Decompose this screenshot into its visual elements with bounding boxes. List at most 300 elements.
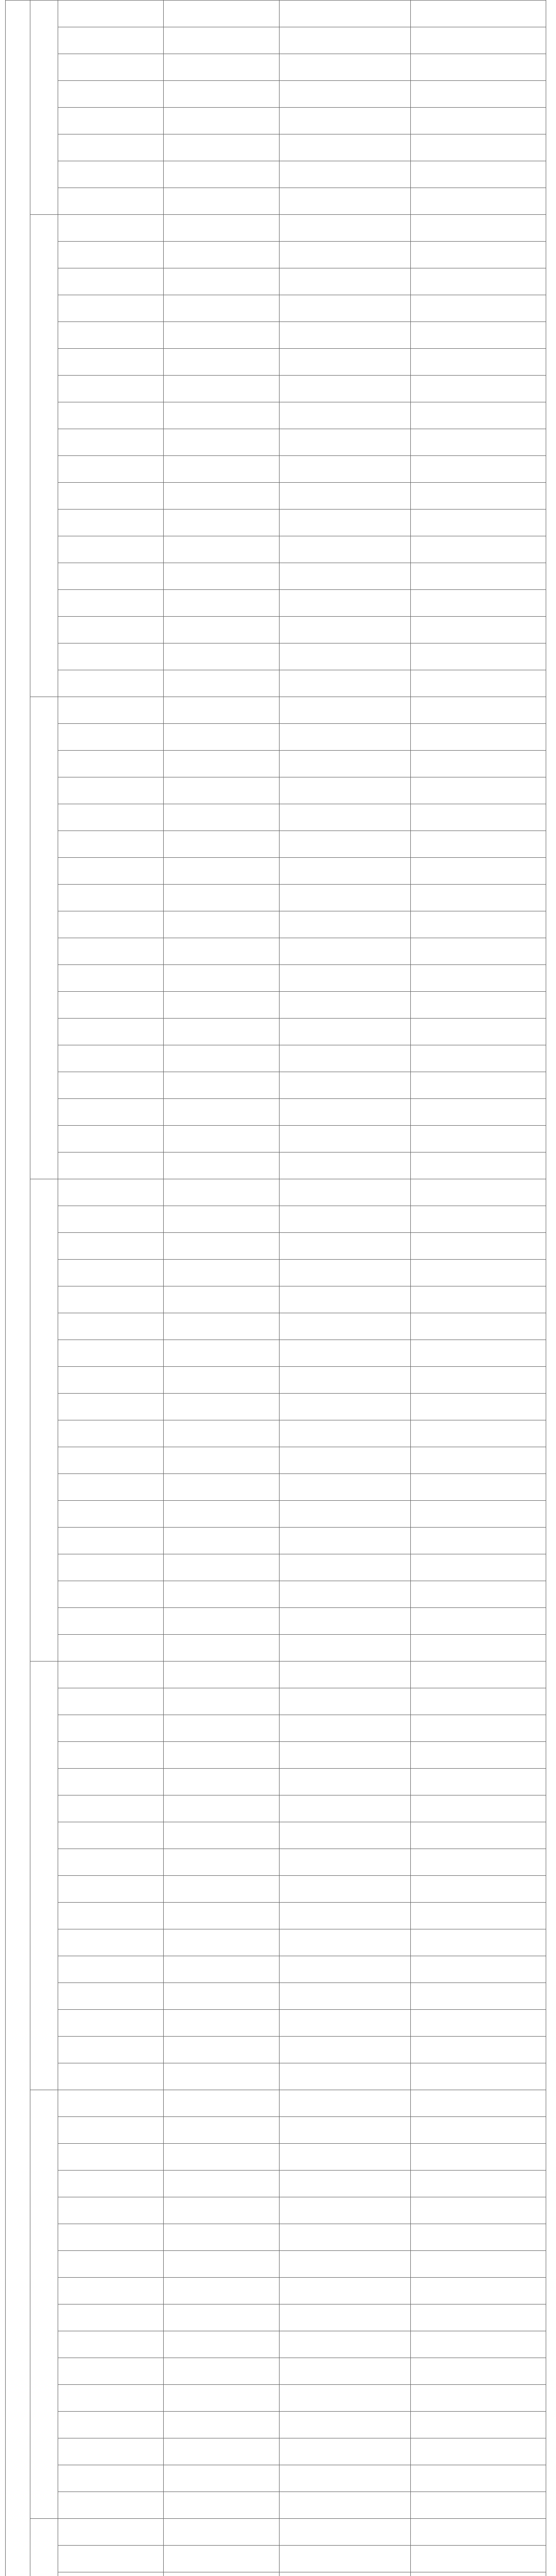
service-point-name bbox=[58, 1045, 164, 1072]
service-point-address bbox=[164, 1742, 280, 1769]
service-point-name bbox=[58, 938, 164, 965]
service-point-address bbox=[164, 295, 280, 322]
service-hours bbox=[280, 2492, 411, 2519]
contact-phone bbox=[411, 938, 546, 965]
table-row bbox=[6, 1153, 546, 1179]
service-point-address bbox=[164, 322, 280, 349]
service-hours bbox=[280, 2171, 411, 2197]
service-hours bbox=[280, 134, 411, 161]
service-hours bbox=[280, 2224, 411, 2251]
contact-phone bbox=[411, 2519, 546, 2546]
contact-phone bbox=[411, 1099, 546, 1126]
table-row bbox=[6, 429, 546, 456]
service-hours bbox=[280, 804, 411, 831]
service-hours bbox=[280, 81, 411, 108]
service-hours bbox=[280, 670, 411, 697]
service-point-name bbox=[58, 697, 164, 724]
table-row bbox=[6, 1635, 546, 1662]
service-hours bbox=[280, 751, 411, 777]
contact-phone bbox=[411, 724, 546, 751]
table-row bbox=[6, 2224, 546, 2251]
contact-phone bbox=[411, 2144, 546, 2171]
contact-phone bbox=[411, 1795, 546, 1822]
service-point-name bbox=[58, 590, 164, 617]
service-point-name bbox=[58, 751, 164, 777]
service-point-address bbox=[164, 510, 280, 536]
service-point-name bbox=[58, 161, 164, 188]
service-hours bbox=[280, 563, 411, 590]
contact-phone bbox=[411, 2358, 546, 2385]
table-row bbox=[6, 1367, 546, 1394]
service-hours bbox=[280, 2117, 411, 2144]
county-cell bbox=[30, 1662, 58, 2090]
service-point-address bbox=[164, 1099, 280, 1126]
contact-phone bbox=[411, 2197, 546, 2224]
table-row bbox=[6, 134, 546, 161]
service-point-name bbox=[58, 1394, 164, 1420]
service-hours bbox=[280, 483, 411, 510]
service-hours bbox=[280, 1581, 411, 1608]
table-row bbox=[6, 1206, 546, 1233]
service-point-address bbox=[164, 831, 280, 858]
service-point-address bbox=[164, 2251, 280, 2278]
table-row bbox=[6, 2037, 546, 2063]
service-hours bbox=[280, 27, 411, 54]
table-row bbox=[6, 2519, 546, 2546]
contact-phone bbox=[411, 1045, 546, 1072]
service-point-address bbox=[164, 1554, 280, 1581]
table-row bbox=[6, 1688, 546, 1715]
table-row bbox=[6, 483, 546, 510]
service-point-address bbox=[164, 2412, 280, 2438]
service-point-address bbox=[164, 885, 280, 911]
service-hours bbox=[280, 2519, 411, 2546]
contact-phone bbox=[411, 2465, 546, 2492]
service-point-name bbox=[58, 617, 164, 643]
service-hours bbox=[280, 1795, 411, 1822]
table-row bbox=[6, 911, 546, 938]
service-point-name bbox=[58, 2412, 164, 2438]
service-hours bbox=[280, 911, 411, 938]
service-point-address bbox=[164, 670, 280, 697]
service-point-name bbox=[58, 1849, 164, 1876]
table-row bbox=[6, 1983, 546, 2010]
service-point-address bbox=[164, 268, 280, 295]
service-point-address bbox=[164, 965, 280, 992]
service-point-name bbox=[58, 858, 164, 885]
contact-phone bbox=[411, 911, 546, 938]
service-point-address bbox=[164, 161, 280, 188]
contact-phone bbox=[411, 1153, 546, 1179]
service-point-address bbox=[164, 242, 280, 268]
contact-phone bbox=[411, 2412, 546, 2438]
contact-phone bbox=[411, 1, 546, 27]
service-hours bbox=[280, 1474, 411, 1501]
service-hours bbox=[280, 108, 411, 134]
service-point-address bbox=[164, 215, 280, 242]
service-point-address bbox=[164, 2224, 280, 2251]
service-point-address bbox=[164, 1179, 280, 1206]
contact-phone bbox=[411, 643, 546, 670]
contact-phone bbox=[411, 2304, 546, 2331]
service-point-address bbox=[164, 804, 280, 831]
service-point-address bbox=[164, 911, 280, 938]
service-hours bbox=[280, 402, 411, 429]
service-point-name bbox=[58, 1929, 164, 1956]
service-hours bbox=[280, 188, 411, 215]
table-row bbox=[6, 885, 546, 911]
service-point-address bbox=[164, 81, 280, 108]
table-row bbox=[6, 831, 546, 858]
service-hours bbox=[280, 376, 411, 402]
table-row bbox=[6, 188, 546, 215]
service-hours bbox=[280, 1099, 411, 1126]
table-row bbox=[6, 2304, 546, 2331]
table-row bbox=[6, 2010, 546, 2037]
service-point-name bbox=[58, 1501, 164, 1528]
service-hours bbox=[280, 1822, 411, 1849]
service-hours bbox=[280, 1045, 411, 1072]
table-row bbox=[6, 992, 546, 1019]
service-point-name bbox=[58, 1072, 164, 1099]
service-hours bbox=[280, 1447, 411, 1474]
table-row bbox=[6, 349, 546, 376]
service-point-name bbox=[58, 563, 164, 590]
service-point-name bbox=[58, 1474, 164, 1501]
service-point-name bbox=[58, 2144, 164, 2171]
service-point-name bbox=[58, 965, 164, 992]
service-point-name bbox=[58, 27, 164, 54]
service-hours bbox=[280, 2278, 411, 2304]
table-row bbox=[6, 1956, 546, 1983]
table-row bbox=[6, 2465, 546, 2492]
service-point-address bbox=[164, 349, 280, 376]
service-hours bbox=[280, 1340, 411, 1367]
service-point-name bbox=[58, 1662, 164, 1688]
table-row bbox=[6, 1581, 546, 1608]
table-row bbox=[6, 1420, 546, 1447]
table-row bbox=[6, 1769, 546, 1795]
service-hours bbox=[280, 777, 411, 804]
service-point-name bbox=[58, 1822, 164, 1849]
service-hours bbox=[280, 2438, 411, 2465]
service-point-name bbox=[58, 804, 164, 831]
service-point-name bbox=[58, 1126, 164, 1153]
service-hours bbox=[280, 590, 411, 617]
contact-phone bbox=[411, 1447, 546, 1474]
table-row bbox=[6, 2197, 546, 2224]
service-point-name bbox=[58, 402, 164, 429]
contact-phone bbox=[411, 295, 546, 322]
service-hours bbox=[280, 2251, 411, 2278]
table-row bbox=[6, 2492, 546, 2519]
contact-phone bbox=[411, 697, 546, 724]
county-cell bbox=[30, 2519, 58, 2576]
service-point-name bbox=[58, 1688, 164, 1715]
service-point-address bbox=[164, 1206, 280, 1233]
table-row bbox=[6, 2331, 546, 2358]
service-hours bbox=[280, 1608, 411, 1635]
service-point-address bbox=[164, 376, 280, 402]
table-row bbox=[6, 322, 546, 349]
contact-phone bbox=[411, 1956, 546, 1983]
contact-phone bbox=[411, 81, 546, 108]
county-cell bbox=[30, 2090, 58, 2519]
table-row bbox=[6, 965, 546, 992]
service-hours bbox=[280, 1126, 411, 1153]
service-point-address bbox=[164, 1153, 280, 1179]
service-point-address bbox=[164, 1447, 280, 1474]
service-point-name bbox=[58, 322, 164, 349]
service-point-name bbox=[58, 2090, 164, 2117]
service-point-name bbox=[58, 2063, 164, 2090]
service-hours bbox=[280, 617, 411, 643]
service-hours bbox=[280, 965, 411, 992]
table-row bbox=[6, 54, 546, 81]
contact-phone bbox=[411, 2438, 546, 2465]
service-point-address bbox=[164, 2465, 280, 2492]
service-point-name bbox=[58, 1420, 164, 1447]
service-point-address bbox=[164, 858, 280, 885]
contact-phone bbox=[411, 510, 546, 536]
table-row bbox=[6, 1394, 546, 1420]
table-row bbox=[6, 1742, 546, 1769]
table-row bbox=[6, 1019, 546, 1045]
table-row bbox=[6, 536, 546, 563]
service-point-name bbox=[58, 215, 164, 242]
contact-phone bbox=[411, 670, 546, 697]
service-point-address bbox=[164, 724, 280, 751]
contact-phone bbox=[411, 751, 546, 777]
service-point-address bbox=[164, 402, 280, 429]
service-point-name bbox=[58, 2037, 164, 2063]
service-point-name bbox=[58, 242, 164, 268]
service-hours bbox=[280, 2546, 411, 2572]
service-hours bbox=[280, 1956, 411, 1983]
service-point-address bbox=[164, 563, 280, 590]
service-hours bbox=[280, 322, 411, 349]
service-hours bbox=[280, 1688, 411, 1715]
service-point-address bbox=[164, 1849, 280, 1876]
contact-phone bbox=[411, 992, 546, 1019]
table-row bbox=[6, 2144, 546, 2171]
service-point-address bbox=[164, 2010, 280, 2037]
service-point-name bbox=[58, 54, 164, 81]
table-row bbox=[6, 2546, 546, 2572]
service-point-name bbox=[58, 1233, 164, 1260]
service-point-name bbox=[58, 2438, 164, 2465]
table-row bbox=[6, 1179, 546, 1206]
service-point-name bbox=[58, 81, 164, 108]
service-point-name bbox=[58, 1795, 164, 1822]
service-point-name bbox=[58, 268, 164, 295]
contact-phone bbox=[411, 429, 546, 456]
contact-phone bbox=[411, 2385, 546, 2412]
service-point-address bbox=[164, 617, 280, 643]
contact-phone bbox=[411, 804, 546, 831]
table-row bbox=[6, 1795, 546, 1822]
service-point-address bbox=[164, 1072, 280, 1099]
table-row bbox=[6, 1045, 546, 1072]
contact-phone bbox=[411, 322, 546, 349]
service-point-name bbox=[58, 1340, 164, 1367]
service-point-address bbox=[164, 2171, 280, 2197]
service-hours bbox=[280, 54, 411, 81]
service-hours bbox=[280, 938, 411, 965]
table-row bbox=[6, 215, 546, 242]
contact-phone bbox=[411, 1608, 546, 1635]
service-hours bbox=[280, 242, 411, 268]
table-row bbox=[6, 643, 546, 670]
service-hours bbox=[280, 536, 411, 563]
table-row bbox=[6, 2063, 546, 2090]
county-cell bbox=[30, 215, 58, 697]
service-point-address bbox=[164, 590, 280, 617]
service-point-address bbox=[164, 2546, 280, 2572]
service-point-address bbox=[164, 2197, 280, 2224]
service-point-address bbox=[164, 429, 280, 456]
service-point-address bbox=[164, 1367, 280, 1394]
contact-phone bbox=[411, 1742, 546, 1769]
service-hours bbox=[280, 1153, 411, 1179]
service-hours bbox=[280, 429, 411, 456]
table-row bbox=[6, 1554, 546, 1581]
service-point-name bbox=[58, 992, 164, 1019]
service-hours bbox=[280, 1554, 411, 1581]
contact-phone bbox=[411, 1528, 546, 1554]
service-point-name bbox=[58, 429, 164, 456]
table-row bbox=[6, 1608, 546, 1635]
service-directory-sheet bbox=[5, 0, 546, 2576]
service-point-address bbox=[164, 992, 280, 1019]
contact-phone bbox=[411, 858, 546, 885]
service-hours bbox=[280, 1179, 411, 1206]
table-row bbox=[6, 777, 546, 804]
service-hours bbox=[280, 1367, 411, 1394]
service-hours bbox=[280, 2465, 411, 2492]
service-point-name bbox=[58, 295, 164, 322]
contact-phone bbox=[411, 777, 546, 804]
table-body bbox=[6, 1, 546, 2576]
service-hours bbox=[280, 1983, 411, 2010]
service-hours bbox=[280, 1019, 411, 1045]
contact-phone bbox=[411, 590, 546, 617]
service-hours bbox=[280, 831, 411, 858]
service-point-address bbox=[164, 2438, 280, 2465]
service-hours bbox=[280, 1769, 411, 1795]
table-row bbox=[6, 1099, 546, 1126]
service-point-address bbox=[164, 1822, 280, 1849]
service-point-address bbox=[164, 1313, 280, 1340]
service-point-address bbox=[164, 1394, 280, 1420]
contact-phone bbox=[411, 1474, 546, 1501]
service-point-name bbox=[58, 2546, 164, 2572]
service-point-name bbox=[58, 2465, 164, 2492]
service-point-address bbox=[164, 1420, 280, 1447]
contact-phone bbox=[411, 376, 546, 402]
service-hours bbox=[280, 1286, 411, 1313]
service-point-address bbox=[164, 2331, 280, 2358]
service-point-name bbox=[58, 643, 164, 670]
contact-phone bbox=[411, 1983, 546, 2010]
table-row bbox=[6, 1501, 546, 1528]
contact-phone bbox=[411, 456, 546, 483]
service-hours bbox=[280, 724, 411, 751]
service-point-name bbox=[58, 1153, 164, 1179]
service-point-name bbox=[58, 1769, 164, 1795]
contact-phone bbox=[411, 2331, 546, 2358]
service-point-address bbox=[164, 777, 280, 804]
contact-phone bbox=[411, 1179, 546, 1206]
table-row bbox=[6, 1, 546, 27]
contact-phone bbox=[411, 2572, 546, 2576]
table-row bbox=[6, 2572, 546, 2576]
service-point-name bbox=[58, 2197, 164, 2224]
service-point-name bbox=[58, 2117, 164, 2144]
service-point-name bbox=[58, 911, 164, 938]
service-point-name bbox=[58, 349, 164, 376]
service-point-name bbox=[58, 536, 164, 563]
service-point-address bbox=[164, 1, 280, 27]
service-point-name bbox=[58, 510, 164, 536]
service-point-address bbox=[164, 1233, 280, 1260]
service-point-address bbox=[164, 938, 280, 965]
service-hours bbox=[280, 1206, 411, 1233]
service-point-address bbox=[164, 2090, 280, 2117]
service-hours bbox=[280, 697, 411, 724]
table-row bbox=[6, 2278, 546, 2304]
contact-phone bbox=[411, 1286, 546, 1313]
contact-phone bbox=[411, 402, 546, 429]
contact-phone bbox=[411, 2063, 546, 2090]
contact-phone bbox=[411, 1635, 546, 1662]
table-row bbox=[6, 1072, 546, 1099]
service-hours bbox=[280, 268, 411, 295]
service-point-name bbox=[58, 2304, 164, 2331]
table-row bbox=[6, 1528, 546, 1554]
service-point-address bbox=[164, 1126, 280, 1153]
service-point-name bbox=[58, 2224, 164, 2251]
table-row bbox=[6, 1876, 546, 1903]
table-row bbox=[6, 161, 546, 188]
service-point-address bbox=[164, 2519, 280, 2546]
service-point-address bbox=[164, 2358, 280, 2385]
contact-phone bbox=[411, 1420, 546, 1447]
contact-phone bbox=[411, 563, 546, 590]
service-point-address bbox=[164, 2144, 280, 2171]
service-point-address bbox=[164, 188, 280, 215]
table-row bbox=[6, 2438, 546, 2465]
service-hours bbox=[280, 1528, 411, 1554]
contact-phone bbox=[411, 1876, 546, 1903]
county-cell bbox=[30, 1179, 58, 1662]
service-point-address bbox=[164, 1956, 280, 1983]
service-point-name bbox=[58, 2492, 164, 2519]
contact-phone bbox=[411, 2251, 546, 2278]
service-point-name bbox=[58, 2385, 164, 2412]
service-point-address bbox=[164, 1983, 280, 2010]
service-point-name bbox=[58, 1715, 164, 1742]
table-row bbox=[6, 1313, 546, 1340]
contact-phone bbox=[411, 2117, 546, 2144]
contact-phone bbox=[411, 1340, 546, 1367]
contact-phone bbox=[411, 1206, 546, 1233]
table-row bbox=[6, 1929, 546, 1956]
service-point-name bbox=[58, 1313, 164, 1340]
service-point-name bbox=[58, 831, 164, 858]
contact-phone bbox=[411, 242, 546, 268]
table-row bbox=[6, 1662, 546, 1688]
